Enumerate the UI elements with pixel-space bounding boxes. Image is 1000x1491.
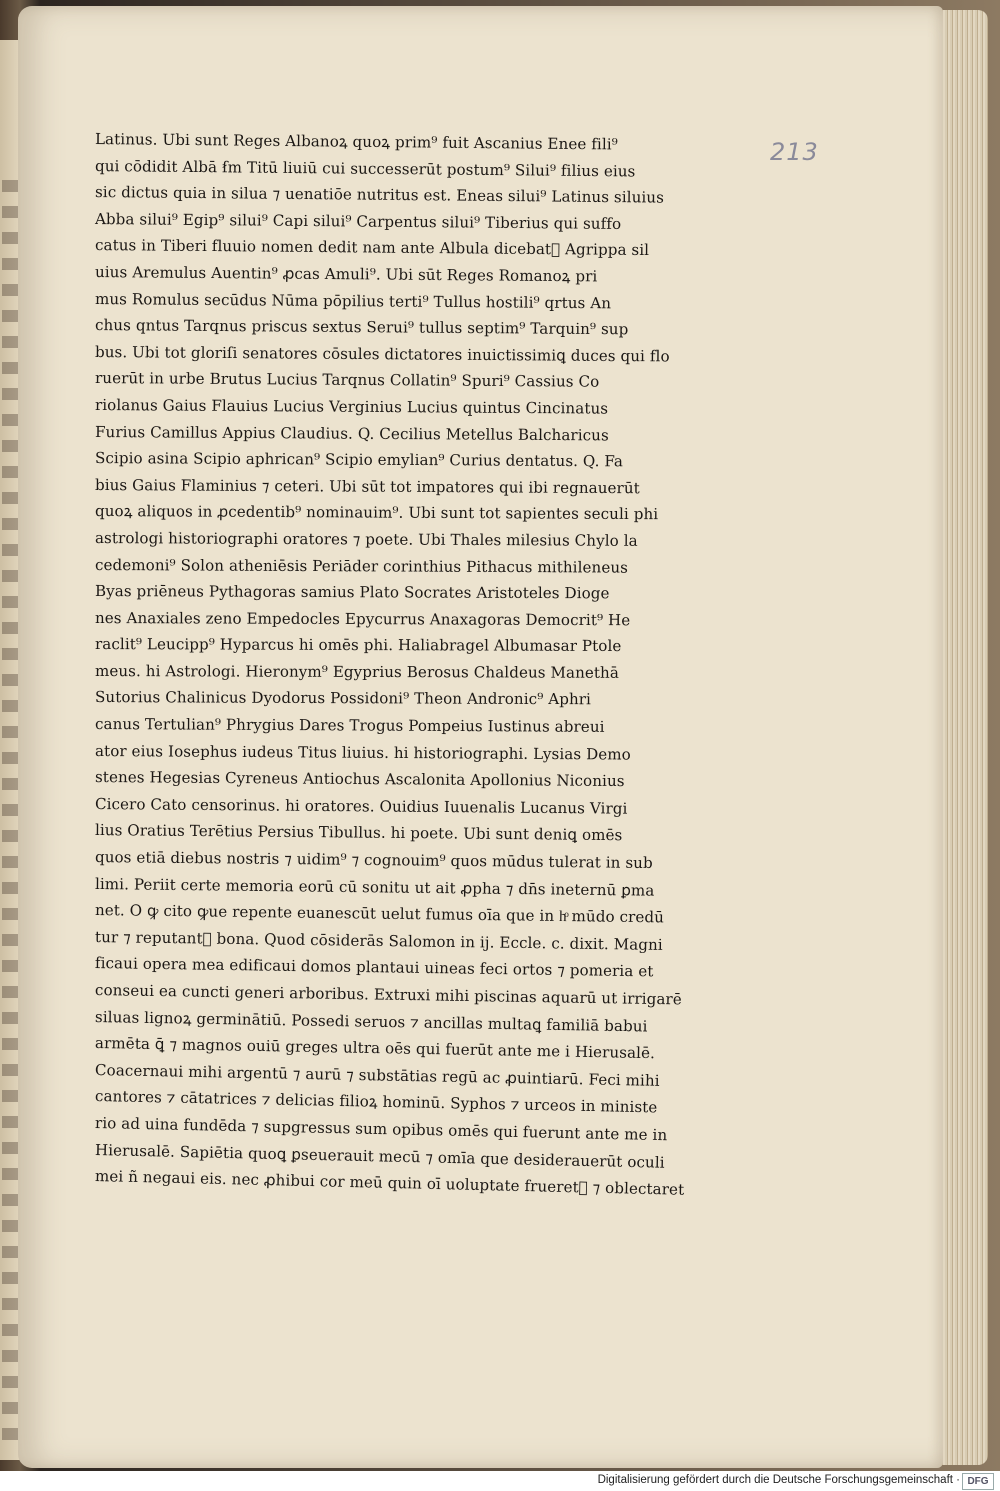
text-line: uius Aremulus Auentin⁹ ꝓcas Amuli⁹. Ubi sūt Reges Romanoꝝ pri	[94, 262, 598, 286]
body-text	[94, 126, 745, 1199]
text-line: astrologi historiographi oratores ⁊ poete. Ubi Thales milesius Chylo la	[94, 528, 638, 550]
text-line: bus. Ubi tot gloriſi senatores cōsules dictatores inuictissimiꝗ duces qui flo	[94, 342, 670, 366]
text-line: cedemoni⁹ Solon atheniēsis Periāder corinthius Pithacus mithileneus	[94, 555, 629, 577]
text-line: stenes Hegesias Cyreneus Antiochus Ascalonita Apollonius Niconius	[94, 768, 625, 791]
text-line: mei ñ negaui eis. nec ꝓhibui cor meū quin oī uoluptate frueret᷑ ⁊ oblectaret	[94, 1167, 685, 1199]
footer-bar	[0, 1471, 1000, 1491]
text-line: sic dictus quia in silua ⁊ uenatiōe nutritus est. Eneas silui⁹ Latinus siluius	[94, 183, 665, 207]
text-line: raclit⁹ Leucipp⁹ Hyparcus hi omēs phi. Haliabragel Albumasar Ptole	[94, 635, 622, 656]
text-line: Byas priēneus Pythagoras samius Plato Socrates Aristoteles Dioge	[94, 582, 610, 603]
text-line: mus Romulus secūdus Nūma pōpilius terti⁹ Tullus hostili⁹ qrtus An	[94, 289, 612, 312]
text-line: conseui ea cuncti generi arboribus. Extruxi mihi piscinas aquarū ut irrigarē	[94, 981, 682, 1009]
footer-credit: Digitalisierung gefördert durch die Deutsche Forschungsgemeinschaft ·	[597, 1474, 960, 1486]
text-line: lius Oratius Terētius Persius Tibullus. hi poete. Ubi sunt deniꝗ omēs	[94, 821, 623, 845]
text-line: Scipio asina Scipio aphrican⁹ Scipio emylian⁹ Curius dentatus. Q. Fa	[94, 449, 624, 471]
text-line: nes Anaxiales zeno Empedocles Epycurrus Anaxagoras Democrit⁹ He	[94, 608, 631, 629]
text-line: riolanus Gaius Flauius Lucius Verginius Lucius quintus Cincinatus	[94, 395, 609, 418]
dfg-logo: DFG	[962, 1473, 994, 1490]
text-line: meus. hi Astrologi. Hieronym⁹ Egyprius Berosus Chaldeus Manethā	[94, 661, 619, 682]
text-line: tur ⁊ reputant᷑ bona. Quod cōsiderās Salomon in ij. Eccle. c. dixit. Magni	[94, 927, 663, 954]
text-line: Furius Camillus Appius Claudius. Q. Cecilius Metellus Balcharicus	[94, 422, 609, 444]
text-line: qui cōdidit Albā ẜm Titū liuiū cui successerūt postum⁹ Silui⁹ filius eius	[94, 156, 636, 181]
text-line: Latinus. Ubi sunt Reges Albanoꝝ quoꝝ prim⁹ fuit Ascanius Enee fili⁹	[94, 130, 618, 154]
text-line: Coacernaui mihi argentū ⁊ aurū ⁊ substātias regū ac ꝓuintiarū. Feci mihi	[94, 1060, 660, 1090]
text-line: Sutorius Chalinicus Dyodorus Possidoni⁹ Theon Andronic⁹ Aphri	[94, 688, 592, 709]
text-line: armēta ꝗ̄ ⁊ magnos ouiū greges ultra oēs qui fuerūt ante me i Hierusalē.	[94, 1034, 656, 1063]
text-line: Abba silui⁹ Egip⁹ silui⁹ Capi silui⁹ Carpentus silui⁹ Tiberius qui suffo	[94, 209, 622, 233]
text-line: net. O ꝙ cito ꝙue repente euanescūt uelut fumus oīa que in hͦ mūdo credū	[94, 901, 665, 927]
text-line: Hierusalē. Sapiētia quoꝗ ꝑseuerauit mecū ⁊ omīa que desiderauerūt oculi	[94, 1140, 665, 1172]
text-line: siluas lignoꝝ germinātiū. Possedi seruos ⁊ ancillas multaꝗ familiā babui	[94, 1007, 648, 1036]
folio-number: 213	[770, 138, 819, 166]
text-line: canus Tertulian⁹ Phrygius Dares Trogus Pompeius Iustinus abreui	[94, 715, 605, 736]
text-line: bius Gaius Flaminius ⁊ ceteri. Ubi sūt tot impatores qui ibi regnauerūt	[94, 475, 640, 497]
text-line: chus qntus Tarqnus priscus sextus Serui⁹ tullus septim⁹ Tarquin⁹ sup	[94, 316, 629, 339]
text-line: quos etiā diebus nostris ⁊ uidim⁹ ⁊ cognouim⁹ quos mūdus tulerat in sub	[94, 848, 653, 873]
text-line: ator eius Iosephus iudeus Titus liuius. hi historiographi. Lysias Demo	[94, 741, 631, 764]
text-line: quoꝝ aliquos in ꝓcedentib⁹ nominauim⁹. Ubi sunt tot sapientes seculi phi	[94, 502, 659, 524]
text-line: catus in Tiberi fluuio nomen dedit nam ante Albula dicebat᷑ Agrippa sil	[94, 236, 650, 260]
text-line: cantores ⁊ cātatrices ⁊ delicias filioꝝ hominū. Syphos ⁊ urceos in ministe	[94, 1087, 658, 1117]
text-line: limi. Periit certe memoria eorū cū sonitu ut ait ꝓpha ⁊ dn̄s ineternū ꝑma	[94, 874, 655, 900]
text-line: ficaui opera mea edificaui domos plantaui uineas feci ortos ⁊ pomeria et	[94, 954, 654, 981]
text-line: ruerūt in urbe Brutus Lucius Tarqnus Collatin⁹ Spuri⁹ Cassius Co	[94, 369, 600, 392]
text-line: Cicero Cato censorinus. hi oratores. Ouidius Iuuenalis Lucanus Virgi	[94, 794, 628, 818]
text-line: rio ad uina fundēda ⁊ supgressus sum opibus omēs qui fuerunt ante me in	[94, 1113, 668, 1145]
